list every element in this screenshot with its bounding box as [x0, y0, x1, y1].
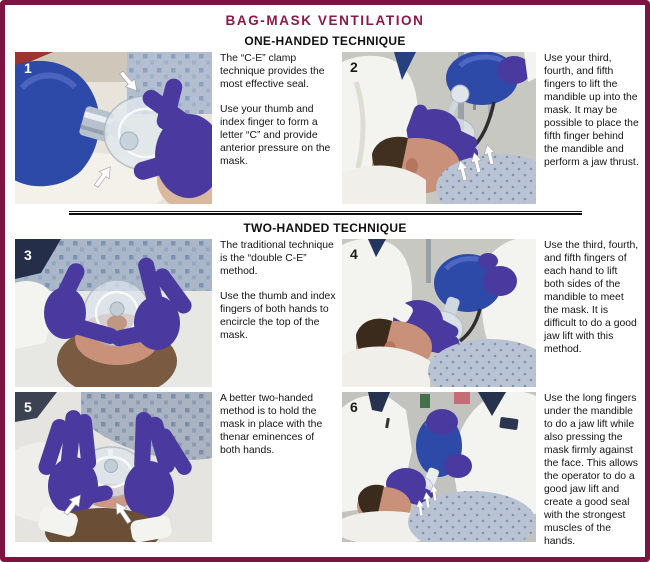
caption-paragraph: Use the long fingers under the mandible to do a jaw lift while also pressing the mask firmly against the face. This allows the operator to do a good jaw lift and create a good seal with the strongest muscles of the hands. — [544, 393, 638, 547]
caption-paragraph: Use the thumb and index fingers of both hands to encircle the top of the mask. — [220, 291, 336, 341]
panel-row-3 — [15, 392, 638, 548]
caption-paragraph: The traditional technique is the “double C-E” method. — [220, 240, 334, 277]
gloved-hand-on-bag — [426, 409, 458, 435]
photo-4-illustration — [342, 239, 536, 387]
photo-panel-6 — [342, 392, 536, 542]
photo-2-scene — [342, 52, 536, 204]
photo-2-illustration — [342, 52, 536, 204]
photo-number-badge: 6 — [350, 399, 358, 415]
photo-panel-4 — [342, 239, 536, 387]
photo-6-scene — [342, 392, 536, 542]
photo-5-illustration — [15, 392, 212, 542]
photo-number-badge: 2 — [350, 59, 358, 75]
photo-4-scene — [342, 239, 536, 387]
section-divider — [69, 211, 582, 215]
caption-paragraph: Use your thumb and index finger to form a letter “C” and provide anterior pressure on the mask. — [220, 104, 331, 167]
panel-row-1 — [15, 52, 639, 204]
photo-1-illustration — [15, 52, 212, 204]
caption-panel-3 — [212, 239, 342, 342]
caption-paragraph: A better two-handed method is to hold the mask in place with the thenar eminences of both hands. — [220, 393, 323, 456]
photo-number-badge: 5 — [24, 399, 32, 415]
caption-paragraph: Use the third, fourth, and fifth fingers of each hand to lift both sides of the mandible to meet the mask. It is difficult to do a good jaw lift with this method. — [544, 240, 639, 355]
figure-title: BAG-MASK VENTILATION — [225, 13, 425, 28]
photo-panel-3 — [15, 239, 212, 387]
photo-3-scene — [15, 239, 212, 387]
caption-paragraph: Use your third, fourth, and fifth fingers to lift the mandible up into the mask. It may be possible to place the fifth finger behind the mandible and perform a jaw thrust. — [544, 53, 639, 168]
photo-number-badge: 3 — [24, 247, 32, 263]
photo-panel-2 — [342, 52, 536, 204]
bag-valve — [451, 85, 469, 103]
section-heading-one-handed: ONE-HANDED TECHNIQUE — [244, 34, 406, 48]
photo-3-illustration — [15, 239, 212, 387]
caption-paragraph: The “C-E” clamp technique provides the most effective seal. — [220, 53, 325, 90]
caption-panel-2 — [536, 52, 641, 169]
caption-panel-1 — [212, 52, 342, 168]
photo-1-scene — [15, 52, 212, 204]
caption-panel-6 — [536, 392, 641, 548]
photo-panel-5 — [15, 392, 212, 542]
photo-number-badge: 1 — [24, 60, 32, 76]
photo-5-scene — [15, 392, 212, 542]
section-heading-two-handed: TWO-HANDED TECHNIQUE — [243, 221, 407, 235]
photo-number-badge: 4 — [350, 246, 358, 262]
caption-panel-5 — [212, 392, 342, 457]
photo-panel-1 — [15, 52, 212, 204]
gloved-hand-on-bag — [483, 266, 517, 296]
photo-6-illustration — [342, 392, 536, 542]
panel-row-2 — [15, 239, 639, 387]
caption-panel-4 — [536, 239, 641, 356]
